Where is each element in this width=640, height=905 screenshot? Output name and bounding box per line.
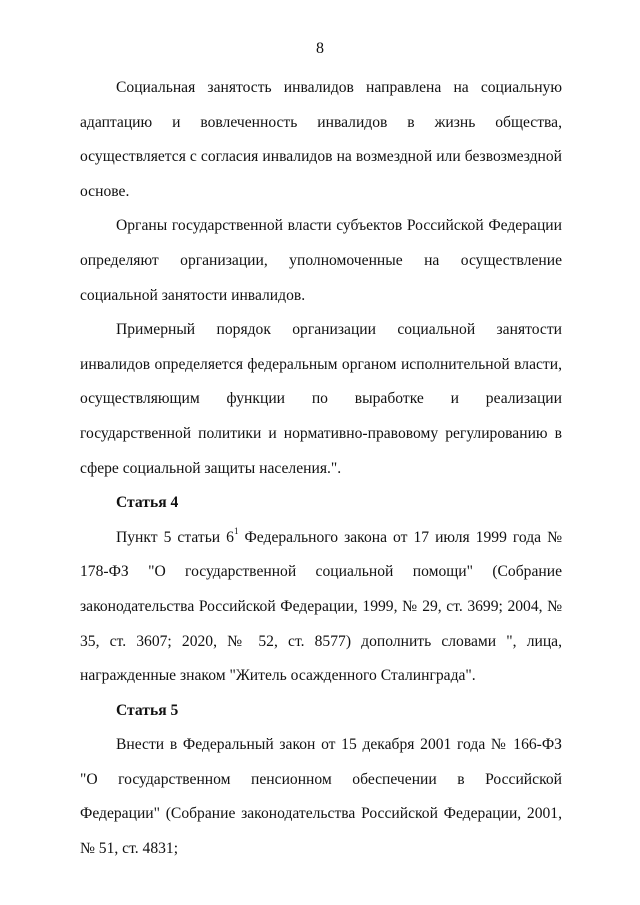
article-4-text-rest: Федерального закона от 17 июля 1999 года № 178-ФЗ "О государственной социальной помощи" (Собрание законодательства Российской Федерации, 1999, № 29, ст. 3699; 2004, № 35, ст. 3607; 2020, № 52, ст. 8577) дополнить словами ", лица, награжденные знаком "Житель осажденного Сталинграда". <box>80 528 562 685</box>
article-5-heading: Статья 5 <box>116 701 179 719</box>
page-number: 8 <box>316 40 324 57</box>
paragraph-social-employment: Социальная занятость инвалидов направлена на социальную адаптацию и вовлеченность инвалидов в жизнь общества, осуществляется с согласия инвалидов на возмездной или безвозмездной основе. <box>80 79 562 200</box>
paragraph-article-5: Внести в Федеральный закон от 15 декабря 2001 года № 166-ФЗ "О государственном пенсионном обеспечении в Российской Федерации" (Собрание законодательства Российской Федерации, 2001, № 51, ст. 4831; <box>80 736 562 858</box>
article-4-superscript: 1 <box>233 525 239 536</box>
article-4-text-start: Пункт 5 статьи 6 <box>116 528 234 546</box>
paragraph-regional-authorities: Органы государственной власти субъектов Российской Федерации определяют организации, уполномоченные на осуществление социальной занятости инвалидов. <box>80 217 562 304</box>
paragraph-procedure: Примерный порядок организации социальной занятости инвалидов определяется федеральным органом исполнительной власти, осуществляющим функции по выработке и реализации государственной политики и нормативно-правовому регулированию в сфере социальной защиты населения.". <box>80 321 562 477</box>
article-4-heading: Статья 4 <box>116 494 179 512</box>
document-body <box>80 71 562 867</box>
paragraph-article-4 <box>80 521 562 694</box>
